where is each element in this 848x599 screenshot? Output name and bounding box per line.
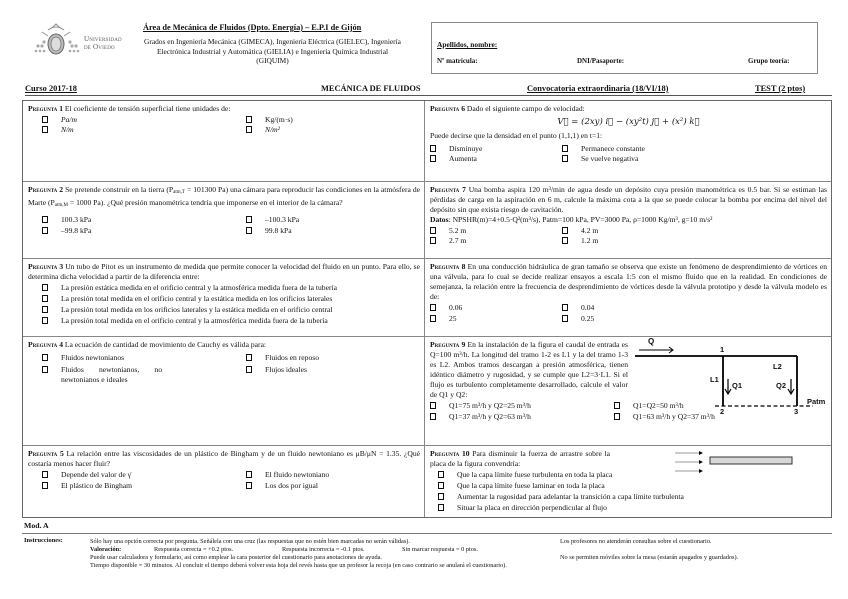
option-c[interactable]: Q1=37 m³/h y Q2=63 m³/h (430, 412, 531, 422)
question-text: Para disminuir la fuerza de arrastre sobre la placa de la figura convendría: (430, 449, 611, 468)
checkbox[interactable] (246, 116, 252, 123)
question-6: Pregunta 6 Dado el siguiente campo de velocidad: V⃗ = (2xy) i⃗ − (xy²t) j⃗ + (x²) k⃗ Puede decirse que la densidad en el punto (1,1,1) en t=1: Disminuye Permanece constante Aumenta Se vuelve negativa (425, 101, 831, 182)
checkbox[interactable] (246, 354, 252, 361)
checkbox[interactable] (562, 237, 568, 244)
option-c[interactable]: Aumentar la rugosidad para adelantar la transición a capa límite turbulenta (438, 492, 684, 502)
name-field-label[interactable]: Apellidos, nombre: (437, 40, 498, 49)
checkbox[interactable] (246, 482, 252, 489)
option-c[interactable]: 25 (430, 314, 457, 324)
checkbox[interactable] (42, 295, 48, 302)
checkbox[interactable] (614, 402, 620, 409)
option-b[interactable]: –100.3 kPa (246, 215, 299, 225)
option-c[interactable]: El plástico de Bingham (42, 481, 132, 491)
checkbox[interactable] (562, 227, 568, 234)
checkbox[interactable] (42, 227, 48, 234)
option-b[interactable]: El fluido newtoniano (246, 470, 329, 480)
area-title: Área de Mecánica de Fluidos (Dpto. Energía) – E.P.I de Gijón (143, 23, 362, 32)
matricula-field-label[interactable]: Nº matrícula: (437, 57, 478, 65)
question-text: El coeficiente de tensión superficial tiene unidades de: (64, 104, 231, 113)
question-2: Pregunta 2 Se pretende construir en la tierra ($P_{atm,T} = 101300$ Pa) una cámara para reproducir las condiciones en la atmósfera de Marte ($P_{atm,M} = 1000$ Pa). ¿Qué presión manométrica tendría que imponerse en el interior de la cámara? 100.3 kPa –100.3 kPa –99.8 kPa 99.8 kPa (23, 182, 425, 259)
checkbox[interactable] (430, 155, 436, 162)
data-line: Datos: NPSHR(m)=4+0.5·Q²(m³/s), Patm=100 kPa, PV=3000 Pa, ρ=1000 Kg/m³, g=10 m/s² (430, 215, 713, 224)
exam-session: Convocatoria extraordinaria (18/VI/18) (527, 84, 669, 93)
dni-field-label[interactable]: DNI/Pasaporte: (577, 57, 625, 65)
grading-blank: Sin marcar respuesta = 0 ptos. (402, 546, 478, 553)
grading-label: Valoración: (90, 546, 122, 553)
question-1: Pregunta 1 El coeficiente de tensión superficial tiene unidades de: Pa/m Kg/(m·s) N/m N/m² (23, 101, 425, 182)
option-d[interactable]: 1.2 m (562, 236, 598, 246)
group-field-label[interactable]: Grupo teoría: (748, 57, 790, 65)
subject-title: MECÁNICA DE FLUIDOS (321, 84, 421, 93)
option-a[interactable]: Q1=75 m³/h y Q2=25 m³/h (430, 401, 531, 411)
instructions-label: Instrucciones: (24, 537, 63, 544)
checkbox[interactable] (246, 126, 252, 133)
checkbox[interactable] (562, 155, 568, 162)
instruction-line-1: Sólo hay una opción correcta por pregunta. Señálela con una cruz (las respuestas que no estén bien marcadas no serán válidas). (90, 538, 410, 545)
checkbox[interactable] (246, 216, 252, 223)
checkbox[interactable] (42, 306, 48, 313)
checkbox[interactable] (42, 482, 48, 489)
question-5: Pregunta 5 La relación entre las viscosidades de un plástico de Bingham y de un fluido newtoniano es μB/μN = 1.35. ¿Qué costaría menos hacer fluir? Depende del valor de γ̇ El fluido newtoniano El plástico de Bingham Los dos por igual (23, 446, 425, 517)
checkbox[interactable] (430, 304, 436, 311)
question-text: En la instalación de la figura el caudal de entrada es Q=100 m³/h. La longitud del tramo 1-2 es L1 y la del tramo 1-3 es L2. Ambos tramos descargan a presión atmosférica, tienen idéntico diámetro y rugosidad, y se cumple que L2=3·L1. Si el flujo es turbulento completamente desarrollado, calcule el valor de Q1 y Q2: (430, 340, 628, 399)
checkbox[interactable] (42, 471, 48, 478)
option-b[interactable]: Permanece constante (562, 144, 645, 154)
checkbox[interactable] (430, 315, 436, 322)
option-c[interactable]: La presión total medida en los orificios laterales y la estática medida en el orificio central (42, 305, 332, 315)
instruction-no-phones: No se permiten móviles sobre la mesa (estarán apagados y guardados). (560, 554, 739, 561)
option-b[interactable]: Que la capa límite fuese laminar en toda la placa (438, 481, 605, 491)
option-a[interactable]: Depende del valor de γ̇ (42, 470, 131, 480)
checkbox[interactable] (614, 413, 620, 420)
checkbox[interactable] (430, 413, 436, 420)
checkbox[interactable] (430, 237, 436, 244)
footer-divider (22, 533, 832, 534)
university-name: Universidad de Oviedo (84, 35, 122, 51)
option-a[interactable]: 5.2 m (430, 226, 466, 236)
option-d[interactable]: N/m² (246, 125, 280, 135)
option-d[interactable]: Situar la placa en dirección perpendicular al flujo (438, 503, 607, 513)
option-d[interactable]: 99.8 kPa (246, 226, 292, 236)
checkbox[interactable] (42, 126, 48, 133)
question-text: La relación entre las viscosidades de un plástico de Bingham y de un fluido newtoniano es μB/μN = 1.35. ¿Qué costaría menos hacer fluir? (28, 449, 420, 468)
crest-icon (30, 22, 82, 62)
option-a[interactable]: La presión estática medida en el orificio central y la atmosférica medida fuera de la tubería (42, 283, 337, 293)
checkbox[interactable] (438, 493, 444, 500)
question-10: Pregunta 10 Para disminuir la fuerza de arrastre sobre la placa de la figura convendría: Que la capa límite fuese turbulenta en toda la placa Que la capa límite fuese laminar en toda la placa Aumentar la rugosidad para adelantar la transición a capa límite turbulenta Situar la placa en dirección perpendicular al flujo (425, 446, 831, 517)
question-9: Pregunta 9 En la instalación de la figura el caudal de entrada es Q=100 m³/h. La longitud del tramo 1-2 es L1 y la del tramo 1-3 es L2. Ambos tramos descargan a presión atmosférica, tienen idéntico diámetro y rugosidad, y se cumple que L2=3·L1. Si el flujo es turbulento completamente desarrollado, calcule el valor de Q1 y Q2: Q1=75 m³/h y Q2=25 m³/h Q1=Q2=50 m³/h Q1=37 m³/h y Q2=63 m³/h Q1=63 m³/h y Q2=37 m³/h Q 1 2 3 L1 L2 Q1 Q2 Patm (425, 337, 831, 446)
exam-model: Mod. A (24, 521, 49, 530)
grading-incorrect: Respuesta incorrecta = -0.1 ptos. (282, 546, 365, 553)
checkbox[interactable] (246, 471, 252, 478)
option-b[interactable]: Kg/(m·s) (246, 115, 293, 125)
degrees-text: Grados en Ingeniería Mecánica (GIMECA), Ingeniería Eléctrica (GIELEC), Ingeniería Electrónica Industrial y Automática (GIELIA) e Ingeniería Química Industrial (GIQUIM) (144, 37, 401, 65)
checkbox[interactable] (562, 304, 568, 311)
option-c[interactable]: N/m (42, 125, 74, 135)
student-info-box (431, 22, 818, 74)
checkbox[interactable] (246, 366, 252, 373)
option-b[interactable]: La presión total medida en el orificio central y la estática medida en los orificios laterales (42, 294, 332, 304)
university-logo (30, 22, 140, 62)
checkbox[interactable] (246, 227, 252, 234)
velocity-field-formula: V⃗ = (2xy) i⃗ − (xy²t) j⃗ + (x²) k⃗ (557, 117, 700, 127)
option-a[interactable]: Pa/m (42, 115, 77, 125)
option-d[interactable]: Flujos ideales (246, 365, 307, 375)
instruction-line-4: Tiempo disponible = 30 minutos. Al concluir el tiempo deberá volver esta hoja del revés hasta que un profesor la recoja (en caso contrario se anulará el cuestionario). (90, 562, 507, 569)
checkbox[interactable] (430, 145, 436, 152)
option-c[interactable]: 2.7 m (430, 236, 466, 246)
question-text: La ecuación de cantidad de movimiento de Cauchy es válida para: (64, 340, 267, 349)
exam-title-bar (25, 84, 832, 96)
option-b[interactable]: 4.2 m (562, 226, 598, 236)
question-text-2: Puede decirse que la densidad en el punto (1,1,1) en t=1: (430, 131, 603, 140)
option-c[interactable]: Aumenta (430, 154, 477, 164)
grading-correct: Respuesta correcta = +0.2 ptos. (154, 546, 234, 553)
option-c[interactable]: Fluidos newtonianos, no newtonianos e ideales (42, 365, 162, 385)
checkbox[interactable] (430, 227, 436, 234)
checkbox[interactable] (42, 216, 48, 223)
checkbox[interactable] (42, 317, 48, 324)
questions-grid (22, 100, 832, 518)
question-7: Pregunta 7 Una bomba aspira 120 m³/min de agua desde un depósito cuya presión manométrica es 0.5 bar. Si se estiman las pérdidas de carga en la aspiración en 6 m, calcule la máxima cota a la que se puede colocar la bomba por encima del nivel del depósito sin que exista riesgo de cavitación. Datos: NPSHR(m)=4+0.5·Q²(m³/s), Patm=100 kPa, PV=3000 Pa, ρ=1000 Kg/m³, g=10 m/s² 5.2 m 4.2 m 2.7 m 1.2 m (425, 182, 831, 259)
checkbox[interactable] (42, 366, 48, 373)
checkbox[interactable] (562, 315, 568, 322)
option-a[interactable]: Fluidos newtonianos (42, 353, 124, 363)
option-a[interactable]: Que la capa límite fuese turbulenta en toda la placa (438, 470, 612, 480)
flat-plate-diagram (675, 450, 825, 474)
question-text: Dado el siguiente campo de velocidad: (466, 104, 585, 113)
option-a[interactable]: 0.06 (430, 303, 462, 313)
question-text: Una bomba aspira 120 m³/min de agua desde un depósito cuya presión manométrica es 0.5 bar. Si se estiman las pérdidas de carga en la aspiración en 6 m, calcule la máxima cota a la que se puede colocar la bomba por encima del nivel del depósito sin que exista riesgo de cavitación. (430, 185, 828, 214)
instruction-line-3: Puede usar calculadora y formulario, así como emplear la cara posterior del cuestionario para anotaciones de ayuda. (90, 554, 382, 561)
checkbox[interactable] (42, 354, 48, 361)
option-a[interactable]: 100.3 kPa (42, 215, 91, 225)
pipe-network-diagram: Q 1 2 3 L1 L2 Q1 Q2 Patm (631, 337, 831, 409)
question-8: Pregunta 8 En una conducción hidráulica de gran tamaño se observa que existe un fenómeno de desprendimiento de vórtices en una válvula, para lo cual se decide realizar ensayos a escala 1:5 con el mismo fluido que en la realidad. En condiciones de semejanza, la relación entre la frecuencia de desprendimiento de vórtices desde la válvula prototipo y desde la válvula modelo es de: 0.06 0.04 25 0.25 (425, 259, 831, 337)
option-b[interactable]: Fluidos en reposo (246, 353, 319, 363)
option-b[interactable]: 0.04 (562, 303, 594, 313)
option-d[interactable]: Se vuelve negativa (562, 154, 638, 164)
option-c[interactable]: –99.8 kPa (42, 226, 91, 236)
question-4: Pregunta 4 La ecuación de cantidad de movimiento de Cauchy es válida para: Fluidos newtonianos Fluidos en reposo Fluidos newtonianos, no newtonianos e ideales Flujos ideales (23, 337, 425, 446)
option-d[interactable]: Q1=63 m³/h y Q2=37 m³/h (614, 412, 715, 422)
instruction-no-queries: Los profesores no atenderán consultas sobre el cuestionario. (560, 538, 712, 545)
option-d[interactable]: Los dos por igual (246, 481, 318, 491)
course-year: Curso 2017-18 (25, 84, 77, 93)
pipe-network-icon (631, 337, 831, 409)
option-d[interactable]: La presión total medida en el orificio central y la atmosférica medida fuera de la tubería (42, 316, 328, 326)
checkbox[interactable] (438, 471, 444, 478)
option-a[interactable]: Disminuye (430, 144, 482, 154)
option-b[interactable]: Q1=Q2=50 m³/h (614, 401, 684, 411)
test-points: TEST (2 ptos) (755, 84, 806, 93)
checkbox[interactable] (438, 504, 444, 511)
option-d[interactable]: 0.25 (562, 314, 594, 324)
question-text: En una conducción hidráulica de gran tamaño se observa que existe un fenómeno de desprendimiento de vórtices en una válvula, para lo cual se decide realizar ensayos a escala 1:5 con el mismo fluido que en la realidad. En condiciones de semejanza, la relación entre la frecuencia de desprendimiento de vórtices desde la válvula prototipo y desde la válvula modelo es de: (430, 262, 828, 301)
checkbox[interactable] (562, 145, 568, 152)
question-text: Un tubo de Pitot es un instrumento de medida que permite conocer la velocidad del fluido en un punto. Para ello, se determina dicha velocidad a partir de la diferencia entre: (28, 262, 421, 281)
checkbox[interactable] (430, 402, 436, 409)
flow-arrows-plate-icon (675, 450, 825, 474)
question-3: Pregunta 3 Un tubo de Pitot es un instrumento de medida que permite conocer la velocidad del fluido en un punto. Para ello, se determina dicha velocidad a partir de la diferencia entre: La presión estática medida en el orificio central y la atmosférica medida fuera de la tubería La presión total medida en el orificio central y la estática medida en los orificios laterales La presión total medida en los orificios laterales y la estática medida en el orificio central La presión total medida en el orificio central y la atmosférica medida fuera de la tubería (23, 259, 425, 337)
checkbox[interactable] (42, 284, 48, 291)
checkbox[interactable] (42, 116, 48, 123)
checkbox[interactable] (438, 482, 444, 489)
